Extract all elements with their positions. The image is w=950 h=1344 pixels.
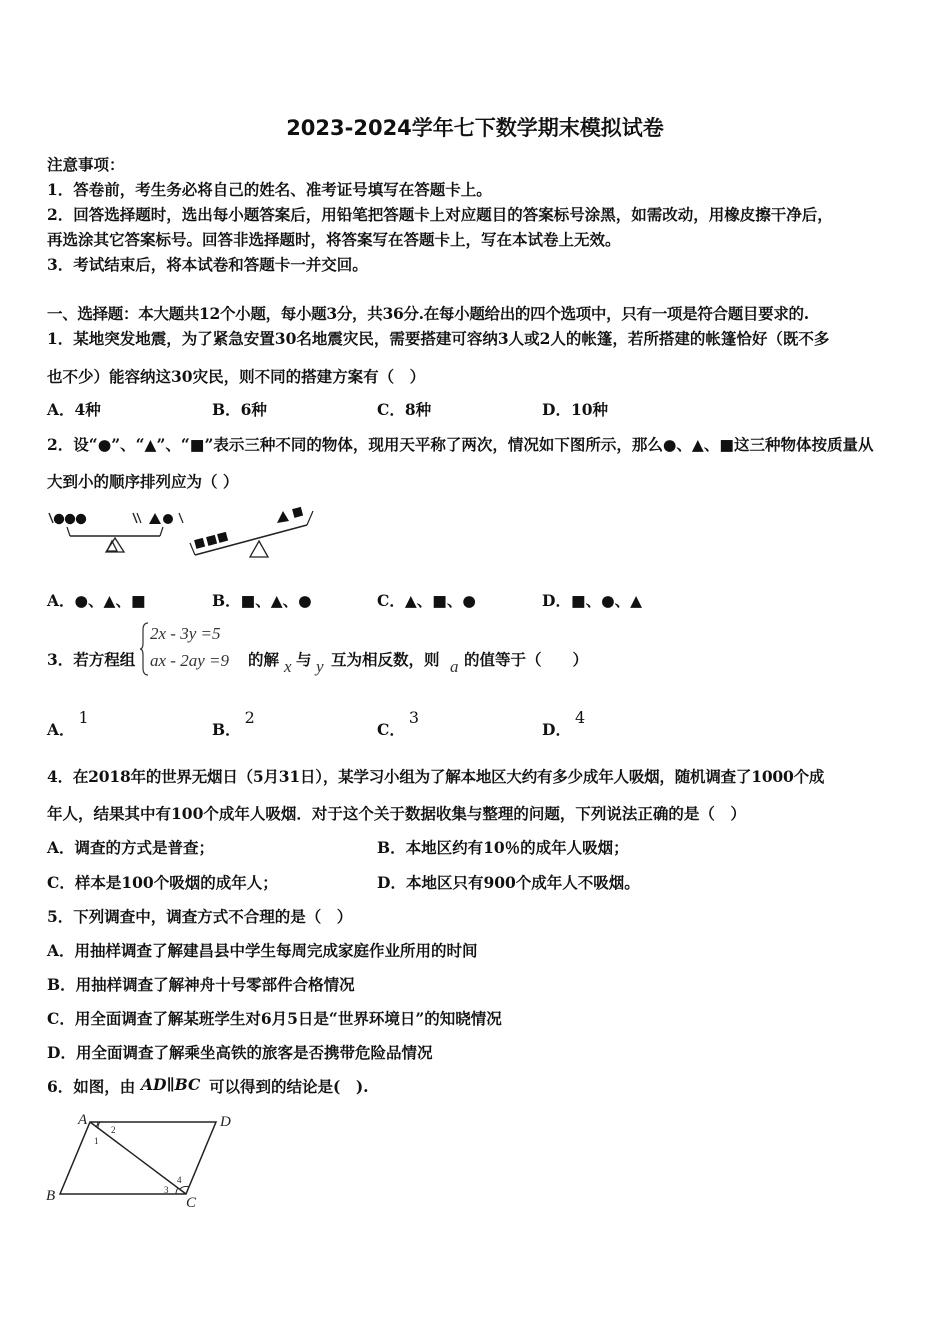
q3-option-a: A．1 — [47, 708, 89, 739]
angle-label-4: 4 — [177, 1175, 182, 1185]
q4-stem-line1: 4．在2018年的世界无烟日（5月31日），某学习小组为了解本地区大约有多少成年人吸烟，随机调查了1000个成 — [47, 767, 825, 786]
q5-option-a: A．用抽样调查了解建昌县中学生每周完成家庭作业所用的时间 — [47, 941, 478, 960]
label-c: C — [186, 1195, 197, 1211]
balance-scales-figure — [45, 505, 325, 575]
q4-option-b: B．本地区约有10％的成年人吸烟； — [377, 838, 629, 857]
q3-var-x: x — [284, 657, 292, 676]
section-heading: 一、选择题：本大题共12个小题，每小题3分，共36分.在每小题给出的四个选项中，只有一项是符合题目要求的. — [47, 304, 809, 323]
q6-suffix: 可以得到的结论是( ). — [209, 1077, 369, 1096]
q3-text-b: 与 — [296, 650, 312, 669]
q2-option-a: A．●、▲、■ — [47, 591, 146, 610]
triangle-icon — [277, 511, 289, 523]
square-icon — [217, 532, 228, 543]
q1-option-d: D．10种 — [542, 400, 609, 419]
q3-option-c: C．3 — [377, 708, 420, 739]
note-item: 1．答卷前，考生务必将自己的姓名、准考证号填写在答题卡上。 — [47, 180, 492, 199]
circle-icon — [76, 514, 86, 524]
q3-option-b-value: 2 — [244, 708, 255, 727]
q3-text-c: 互为相反数，则 — [331, 650, 440, 669]
q6-prefix: 6．如图，由 — [47, 1077, 136, 1096]
label-a: A — [78, 1112, 88, 1128]
q3-equation-2: ax - 2ay =9 — [150, 651, 229, 670]
square-icon — [206, 535, 217, 546]
q3-text-d: 的值等于（ ） — [464, 650, 589, 669]
q3-option-d: D．4 — [542, 708, 586, 739]
angle-3-arc — [176, 1188, 178, 1194]
q1-option-a: A．4种 — [47, 400, 101, 419]
q2-stem-line1: 2．设“●”、“▲”、“■”表示三种不同的物体，现用天平称了两次，情况如下图所示，那么●、▲、■这三种物体按质量从 — [47, 435, 874, 454]
system-brace — [140, 622, 150, 676]
square-icon — [292, 507, 303, 518]
page-title: 2023-2024学年七下数学期末模拟试卷 — [286, 116, 664, 140]
label-b: B — [46, 1188, 56, 1204]
q3-option-d-value: 4 — [574, 708, 586, 727]
note-item: 2．回答选择题时，选出每小题答案后，用铅笔把答题卡上对应题目的答案标号涂黑，如需改动，用橡皮擦干净后， — [47, 205, 833, 224]
circle-icon — [65, 514, 75, 524]
angle-label-2: 2 — [111, 1125, 116, 1135]
q4-option-d: D．本地区只有900个成年人不吸烟。 — [377, 873, 640, 892]
q5-stem: 5．下列调查中，调查方式不合理的是（ ） — [47, 907, 353, 926]
q2-option-c: C．▲、■、● — [377, 591, 476, 610]
balance-scale-level — [49, 513, 183, 552]
q5-option-c: C．用全面调查了解某班学生对6月5日是“世界环境日”的知晓情况 — [47, 1009, 502, 1028]
q3-option-a-value: 1 — [78, 708, 89, 727]
q4-option-c: C．样本是100个吸烟的成年人； — [47, 873, 278, 892]
note-item: 3．考试结束后，将本试卷和答题卡一并交回。 — [47, 255, 368, 274]
q3-equation-1: 2x - 3y =5 — [150, 624, 221, 643]
q3-var-y: y — [316, 657, 324, 676]
note-item: 再选涂其它答案标号。回答非选择题时，将答案写在答题卡上，写在本试卷上无效。 — [47, 230, 621, 249]
q2-stem-line2: 大到小的顺序排列应为（ ） — [47, 472, 239, 491]
diagonal-ac — [90, 1122, 186, 1194]
q4-option-a: A．调查的方式是普查； — [47, 838, 215, 857]
triangle-icon — [149, 513, 161, 524]
q3-option-b: B．2 — [212, 708, 255, 739]
circle-icon — [163, 514, 173, 524]
label-d: D — [220, 1114, 231, 1130]
q3-text-a: 的解 — [248, 650, 280, 669]
parallelogram-figure — [40, 1108, 250, 1218]
q3-prefix: 3．若方程组 — [47, 650, 136, 669]
q6-math: AD∥BC — [141, 1075, 201, 1094]
q2-option-b: B．■、▲、● — [212, 591, 312, 610]
angle-label-3: 3 — [164, 1185, 169, 1195]
notes-heading: 注意事项： — [47, 155, 125, 174]
q1-stem-line2: 也不少）能容纳这30灾民，则不同的搭建方案有（ ） — [47, 367, 426, 386]
q5-option-d: D．用全面调查了解乘坐高铁的旅客是否携带危险品情况 — [47, 1043, 433, 1062]
balance-scale-tilted — [190, 507, 313, 557]
q1-option-c: C．8种 — [377, 400, 432, 419]
q1-option-b: B．6种 — [212, 400, 267, 419]
circle-icon — [54, 514, 64, 524]
q3-var-a: a — [450, 657, 459, 676]
q1-stem-line1: 1．某地突发地震，为了紧急安置30名地震灾民，需要搭建可容纳3人或2人的帐篷，若所搭建的帐篷恰好（既不多 — [47, 329, 830, 348]
angle-label-1: 1 — [94, 1136, 99, 1146]
q2-option-d: D．■、●、▲ — [542, 591, 643, 610]
q4-stem-line2: 年人，结果其中有100个成年人吸烟．对于这个关于数据收集与整理的问题，下列说法正确的是（ ） — [47, 804, 746, 823]
square-icon — [194, 538, 205, 549]
q3-option-c-value: 3 — [408, 708, 420, 727]
q5-option-b: B．用抽样调查了解神舟十号零部件合格情况 — [47, 975, 355, 994]
